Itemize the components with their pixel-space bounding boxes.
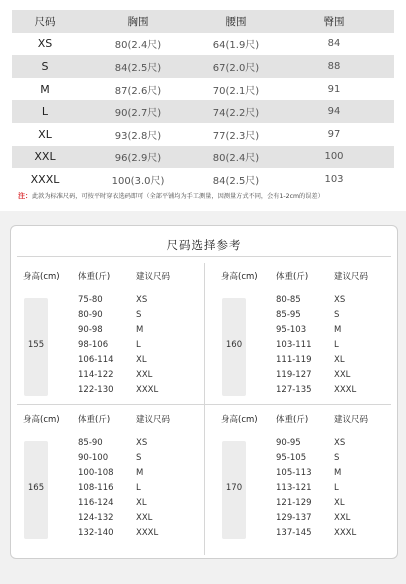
suggested-size: L: [334, 340, 339, 350]
weight-range: 114-122: [78, 370, 114, 380]
measurement-note: [18, 191, 324, 201]
suggested-size: S: [136, 453, 142, 463]
reference-block-170: [219, 413, 399, 553]
height-value: 170: [225, 483, 243, 493]
suggested-size: M: [334, 325, 342, 335]
chest-cell: 80(2.4尺): [78, 33, 198, 56]
suggested-size: XS: [136, 438, 148, 448]
weight-range: 127-135: [276, 385, 312, 395]
size-chart-section: [0, 0, 406, 211]
suggested-size: XXL: [136, 513, 153, 523]
suggested-size: S: [334, 310, 340, 320]
suggested-size: XXL: [136, 370, 153, 380]
weight-col-header: 体重(斤): [78, 415, 111, 425]
suggested-size: XS: [334, 438, 346, 448]
column-divider: [204, 263, 205, 555]
waist-cell: 70(2.1尺): [198, 78, 274, 101]
weight-range: 98-106: [78, 340, 109, 350]
header-waist: 腰围: [198, 10, 274, 33]
size-reference-card: [10, 225, 398, 559]
suggested-size: L: [136, 483, 141, 493]
weight-col-header: 体重(斤): [276, 272, 309, 282]
weight-range: 95-105: [276, 453, 307, 463]
hip-cell: 91: [274, 78, 394, 101]
weight-col-header: 体重(斤): [276, 415, 309, 425]
height-value: 160: [225, 340, 243, 350]
suggested-size: XL: [334, 355, 345, 365]
weight-range: 90-95: [276, 438, 301, 448]
weight-range: 113-121: [276, 483, 312, 493]
chest-cell: 96(2.9尺): [78, 146, 198, 169]
waist-cell: 80(2.4尺): [198, 146, 274, 169]
suggested-size: XS: [334, 295, 346, 305]
weight-range: 95-103: [276, 325, 307, 335]
suggested-size: M: [334, 468, 342, 478]
table-row: [12, 33, 394, 56]
height-value: 155: [27, 340, 45, 350]
waist-cell: 84(2.5尺): [198, 168, 274, 191]
chest-cell: 87(2.6尺): [78, 78, 198, 101]
height-col-header: 身高(cm): [221, 415, 258, 425]
weight-range: 90-100: [78, 453, 109, 463]
suggested-size: XXL: [334, 513, 351, 523]
header-size: 尺码: [12, 10, 78, 33]
table-row: [12, 146, 394, 169]
weight-col-header: 体重(斤): [78, 272, 111, 282]
height-col-header: 身高(cm): [221, 272, 258, 282]
weight-range: 108-116: [78, 483, 114, 493]
title-divider: [17, 256, 391, 257]
suggested-size: L: [334, 483, 339, 493]
table-row: [12, 168, 394, 191]
reference-block-160: [219, 270, 399, 410]
size-col-header: 建议尺码: [136, 272, 171, 282]
suggested-size: XXXL: [136, 528, 159, 538]
hip-cell: 94: [274, 100, 394, 123]
chest-cell: 100(3.0尺): [78, 168, 198, 191]
suggested-size: M: [136, 468, 144, 478]
suggested-size: XXXL: [334, 528, 357, 538]
weight-range: 85-95: [276, 310, 301, 320]
weight-range: 103-111: [276, 340, 312, 350]
table-row: [12, 100, 394, 123]
suggested-size: XL: [136, 355, 147, 365]
header-chest: 胸围: [78, 10, 198, 33]
height-value: 165: [27, 483, 45, 493]
hip-cell: 100: [274, 146, 394, 169]
weight-range: 111-119: [276, 355, 312, 365]
waist-cell: 74(2.2尺): [198, 100, 274, 123]
waist-cell: 67(2.0尺): [198, 55, 274, 78]
size-col-header: 建议尺码: [334, 272, 369, 282]
chest-cell: 90(2.7尺): [78, 100, 198, 123]
suggested-size: XXL: [334, 370, 351, 380]
size-cell: XL: [12, 123, 78, 146]
weight-range: 119-127: [276, 370, 312, 380]
suggested-size: XS: [136, 295, 148, 305]
weight-range: 106-114: [78, 355, 114, 365]
hip-cell: 84: [274, 33, 394, 56]
chest-cell: 84(2.5尺): [78, 55, 198, 78]
chest-cell: 93(2.8尺): [78, 123, 198, 146]
note-text: 此款为标准尺码，可按平时穿衣选码即可（全部平铺均为手工测量，因测量方式不同，会有1-2cm的误差）: [32, 193, 324, 200]
size-col-header: 建议尺码: [136, 415, 171, 425]
suggested-size: S: [136, 310, 142, 320]
size-cell: XXXL: [12, 168, 78, 191]
weight-range: 80-85: [276, 295, 301, 305]
weight-range: 75-80: [78, 295, 103, 305]
size-cell: M: [12, 78, 78, 101]
suggested-size: M: [136, 325, 144, 335]
suggested-size: S: [334, 453, 340, 463]
weight-range: 80-90: [78, 310, 103, 320]
hip-cell: 88: [274, 55, 394, 78]
height-col-header: 身高(cm): [23, 415, 60, 425]
reference-block-155: [21, 270, 201, 410]
weight-range: 116-124: [78, 498, 114, 508]
header-hip: 臀围: [274, 10, 394, 33]
waist-cell: 64(1.9尺): [198, 33, 274, 56]
note-mark: 注：: [18, 192, 32, 200]
suggested-size: L: [136, 340, 141, 350]
weight-range: 105-113: [276, 468, 312, 478]
size-col-header: 建议尺码: [334, 415, 369, 425]
size-cell: XXL: [12, 146, 78, 169]
reference-block-165: [21, 413, 201, 553]
size-cell: S: [12, 55, 78, 78]
size-table-header-row: [12, 10, 394, 33]
hip-cell: 97: [274, 123, 394, 146]
hip-cell: 103: [274, 168, 394, 191]
reference-title: 尺码选择参考: [166, 238, 242, 252]
suggested-size: XL: [136, 498, 147, 508]
weight-range: 129-137: [276, 513, 312, 523]
size-table: [12, 10, 394, 191]
suggested-size: XL: [334, 498, 345, 508]
weight-range: 137-145: [276, 528, 312, 538]
table-row: [12, 55, 394, 78]
weight-range: 90-98: [78, 325, 103, 335]
size-cell: XS: [12, 33, 78, 56]
waist-cell: 77(2.3尺): [198, 123, 274, 146]
weight-range: 124-132: [78, 513, 114, 523]
table-row: [12, 78, 394, 101]
weight-range: 122-130: [78, 385, 114, 395]
weight-range: 100-108: [78, 468, 114, 478]
table-row: [12, 123, 394, 146]
weight-range: 121-129: [276, 498, 312, 508]
suggested-size: XXXL: [334, 385, 357, 395]
weight-range: 85-90: [78, 438, 103, 448]
weight-range: 132-140: [78, 528, 114, 538]
height-col-header: 身高(cm): [23, 272, 60, 282]
size-cell: L: [12, 100, 78, 123]
suggested-size: XXXL: [136, 385, 159, 395]
